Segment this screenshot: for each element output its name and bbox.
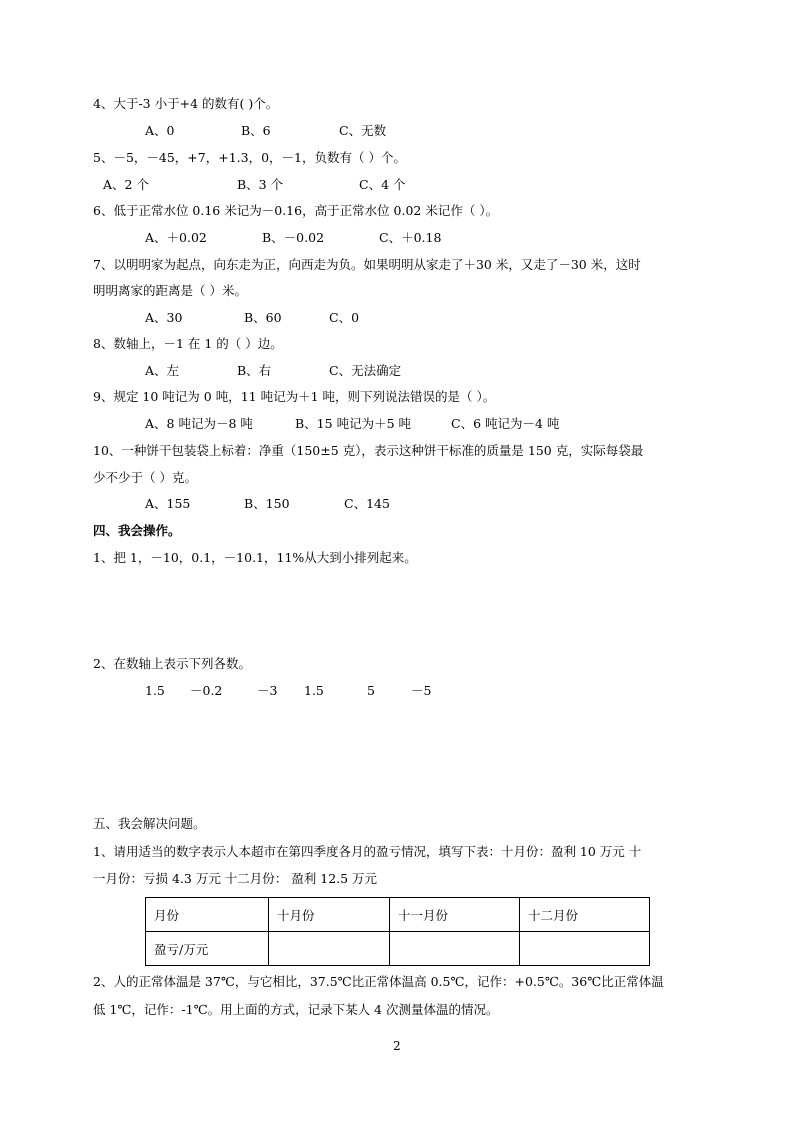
table-cell-blank xyxy=(390,932,520,966)
question-5-stem: 5、－5，－45，+7，+1.3，0，－1，负数有（ ）个。 xyxy=(93,150,406,165)
question-7-stem-line2: 明明离家的距离是（ ）米。 xyxy=(93,283,247,298)
table-cell-blank xyxy=(520,932,650,966)
question-7-option-a: A、30 xyxy=(145,310,183,325)
question-4-stem: 4、大于-3 小于+4 的数有( )个。 xyxy=(93,96,279,111)
table-header-cell: 十月份 xyxy=(269,898,390,932)
section-4-problem-1: 1、把 1，－10，0.1，－10.1，11%从大到小排列起来。 xyxy=(93,550,417,565)
section-5-problem-2-line1: 2、人的正常体温是 37℃，与它相比，37.5℃比正常体温高 0.5℃，记作：+0.5℃。36℃比正常体温 xyxy=(93,974,664,989)
question-10-stem-line1: 10、一种饼干包装袋上标着：净重（150±5 克），表示这种饼干标准的质量是 150 克，实际每袋最 xyxy=(93,443,644,458)
table-row xyxy=(146,932,650,966)
section-5-problem-1-line2: 一月份：亏损 4.3 万元 十二月份： 盈利 12.5 万元 xyxy=(93,871,378,886)
question-8-option-a: A、左 xyxy=(145,363,180,378)
question-10-option-b: B、150 xyxy=(244,496,290,511)
question-10-option-a: A、155 xyxy=(145,496,191,511)
question-4-option-b: B、6 xyxy=(241,123,271,138)
section-5-title: 五、我会解决问题。 xyxy=(93,816,206,831)
table-row xyxy=(146,898,650,932)
question-5-option-b: B、3 个 xyxy=(237,177,284,192)
number-item: －3 xyxy=(257,683,278,698)
table-cell-blank xyxy=(269,932,390,966)
question-10-stem-line2: 少不少于（ ）克。 xyxy=(93,470,197,485)
number-item: 1.5 xyxy=(304,683,324,698)
table-row-label: 盈亏/万元 xyxy=(146,932,269,966)
question-7-option-c: C、0 xyxy=(329,310,360,325)
section-5-problem-2-line2: 低 1℃，记作：-1℃。用上面的方式，记录下某人 4 次测量体温的情况。 xyxy=(93,1002,499,1017)
page-number: 2 xyxy=(393,1039,401,1053)
question-5-option-c: C、4 个 xyxy=(359,177,406,192)
question-8-option-c: C、无法确定 xyxy=(329,363,402,378)
question-6-option-b: B、－0.02 xyxy=(262,230,325,245)
question-9-option-b: B、15 吨记为＋5 吨 xyxy=(295,416,411,431)
question-4-option-c: C、无数 xyxy=(339,123,387,138)
section-4-title: 四、我会操作。 xyxy=(93,523,181,538)
question-6-option-c: C、＋0.18 xyxy=(379,230,442,245)
question-8-stem: 8、数轴上，－1 在 1 的（ ）边。 xyxy=(93,336,283,351)
profit-loss-table xyxy=(145,897,650,966)
question-9-option-a: A、8 吨记为－8 吨 xyxy=(145,416,253,431)
question-9-option-c: C、6 吨记为－4 吨 xyxy=(451,416,560,431)
question-8-option-b: B、右 xyxy=(237,363,272,378)
number-item: －5 xyxy=(411,683,432,698)
table-header-cell: 十一月份 xyxy=(390,898,520,932)
question-6-stem: 6、低于正常水位 0.16 米记为－0.16，高于正常水位 0.02 米记作（ ）。 xyxy=(93,203,499,218)
number-item: 5 xyxy=(367,683,375,698)
section-5-problem-1-line1: 1、请用适当的数字表示人本超市在第四季度各月的盈亏情况，填写下表：十月份：盈利 10 万元 十 xyxy=(93,844,642,859)
section-4-problem-2: 2、在数轴上表示下列各数。 xyxy=(93,656,251,671)
question-4-option-a: A、0 xyxy=(145,123,175,138)
question-7-option-b: B、60 xyxy=(244,310,282,325)
question-5-option-a: A、2 个 xyxy=(103,177,149,192)
question-9-stem: 9、规定 10 吨记为 0 吨，11 吨记为＋1 吨，则下列说法错误的是（ ）。 xyxy=(93,389,496,404)
question-6-option-a: A、＋0.02 xyxy=(145,230,207,245)
question-10-option-c: C、145 xyxy=(344,496,390,511)
number-item: 1.5 xyxy=(145,683,165,698)
table-header-cell: 月份 xyxy=(146,898,269,932)
table-header-cell: 十二月份 xyxy=(520,898,650,932)
question-7-stem-line1: 7、以明明家为起点，向东走为正，向西走为负。如果明明从家走了＋30 米，又走了－30 米，这时 xyxy=(93,257,641,272)
number-item: －0.2 xyxy=(190,683,223,698)
